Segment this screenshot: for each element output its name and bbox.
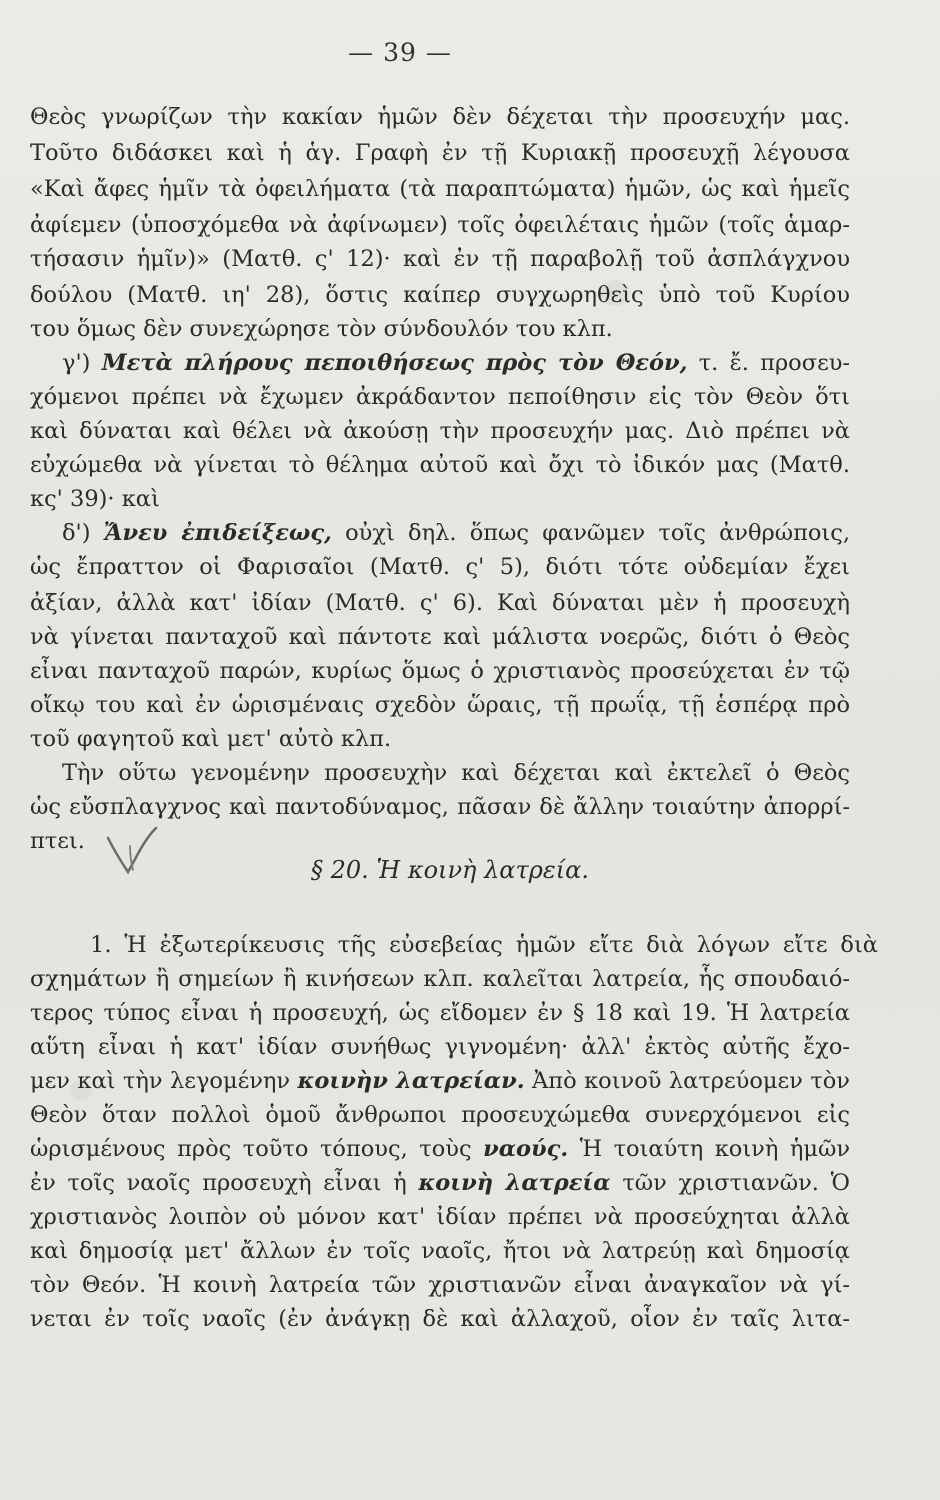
text-line: τερος τύπος εἶναι ἡ προσευχή, ὡς εἴδομεν ἐν § 18 καὶ 19. Ἡ λατρεία — [30, 1000, 850, 1026]
text-line: νεται ἐν τοῖς ναοῖς (ἐν ἀνάγκῃ δὲ καὶ ἀλλαχοῦ, οἷον ἐν ταῖς λιτα- — [30, 1306, 850, 1332]
text-line: Τὴν οὕτω γενομένην προσευχὴν καὶ δέχεται καὶ ἐκτελεῖ ὁ Θεὸς — [62, 760, 850, 786]
text-line: δούλου (Ματθ. ιη' 28), ὅστις καίπερ συγχωρηθεὶς ὑπὸ τοῦ Κυρίου — [30, 282, 850, 308]
text-line: ὡς ἔπραττον οἱ Φαρισαῖοι (Ματθ. ς' 5), διότι τότε οὐδεμίαν ἔχει — [30, 554, 850, 580]
section-heading: § 20. Ἡ κοινὴ λατρεία. — [311, 856, 589, 884]
text-line — [62, 518, 850, 548]
text-line: σχημάτων ἢ σημείων ἢ κινήσεων κλπ. καλεῖται λατρεία, ἧς σπουδαιό- — [30, 966, 850, 992]
text-line: κς' 39)· καὶ — [30, 486, 160, 512]
text-line — [30, 1066, 850, 1096]
text-line: τήσασιν ἡμῖν)» (Ματθ. ς' 12)· καὶ ἐν τῇ παραβολῇ τοῦ ἀσπλάγχνου — [30, 246, 850, 272]
text-line: χριστιανὸς λοιπὸν οὐ μόνον κατ' ἰδίαν πρέπει νὰ προσεύχηται ἀλλὰ — [30, 1204, 850, 1230]
text-line: τὸν Θεόν. Ἡ κοινὴ λατρεία τῶν χριστιανῶν εἶναι ἀναγκαῖον νὰ γί- — [30, 1272, 850, 1298]
text-line: του ὅμως δὲν συνεχώρησε τὸν σύνδουλόν του κλπ. — [30, 316, 613, 342]
text-line: τοῦ φαγητοῦ καὶ μετ' αὐτὸ κλπ. — [30, 726, 392, 752]
text-line: νὰ γίνεται πανταχοῦ καὶ πάντοτε καὶ μάλιστα νοερῶς, διότι ὁ Θεὸς — [30, 624, 850, 650]
text-line: χόμενοι πρέπει νὰ ἔχωμεν ἀκράδαντον πεποίθησιν εἰς τὸν Θεὸν ὅτι — [30, 384, 850, 410]
text-line: εὐχώμεθα νὰ γίνεται τὸ θέλημα αὐτοῦ καὶ ὄχι τὸ ἰδικόν μας (Ματθ. — [30, 452, 850, 478]
text-line: ἀφίεμεν (ὑποσχόμεθα νὰ ἀφίνωμεν) τοῖς ὀφειλέταις ἡμῶν (τοῖς ἁμαρ- — [30, 212, 850, 238]
text-line: καὶ δημοσίᾳ μετ' ἄλλων ἐν τοῖς ναοῖς, ἤτοι νὰ λατρεύῃ καὶ δημοσίᾳ — [30, 1238, 850, 1264]
text-line: Τοῦτο διδάσκει καὶ ἡ ἁγ. Γραφὴ ἐν τῇ Κυριακῇ προσευχῇ λέγουσα — [30, 140, 850, 166]
text-line: ἀξίαν, ἀλλὰ κατ' ἰδίαν (Ματθ. ς' 6). Καὶ δύναται μὲν ἡ προσευχὴ — [30, 590, 850, 616]
text-line: καὶ δύναται καὶ θέλει νὰ ἀκούσῃ τὴν προσευχήν μας. Διὸ πρέπει νὰ — [30, 418, 850, 444]
koine-latreia-line: μεν καὶ τὴν λεγομένην κοινὴν λατρείαν. Ἀπὸ κοινοῦ λατρεύομεν τὸν — [30, 1068, 850, 1094]
text-line: Θεὸς γνωρίζων τὴν κακίαν ἡμῶν δὲν δέχεται τὴν προσευχήν μας. — [30, 104, 850, 130]
page-number: — 39 — — [348, 38, 452, 67]
text-line: οἴκῳ του καὶ ἐν ὡρισμέναις σχεδὸν ὥραις, τῇ πρωΐᾳ, τῇ ἑσπέρᾳ πρὸ — [30, 692, 850, 718]
text-line — [30, 1168, 850, 1198]
item-delta-line: δ') Ἄνευ ἐπιδείξεως, οὐχὶ δηλ. ὅπως φανῶμεν τοῖς ἀνθρώποις, — [62, 520, 850, 546]
text-line: εἶναι πανταχοῦ παρών, κυρίως ὅμως ὁ χριστιανὸς προσεύχεται ἐν τῷ — [30, 658, 850, 684]
koine-latreia-christianon-line: ἐν τοῖς ναοῖς προσευχὴ εἶναι ἡ κοινὴ λατρεία τῶν χριστιανῶν. Ὁ — [30, 1170, 850, 1196]
text-line: «Καὶ ἄφες ἡμῖν τὰ ὀφειλήματα (τὰ παραπτώματα) ἡμῶν, ὡς καὶ ἡμεῖς — [30, 176, 850, 202]
text-line: 1. Ἡ ἐξωτερίκευσις τῆς εὐσεβείας ἡμῶν εἴτε διὰ λόγων εἴτε διὰ — [90, 932, 878, 958]
naous-line: ὡρισμένους πρὸς τοῦτο τόπους, τοὺς ναούς. Ἡ τοιαύτη κοινὴ ἡμῶν — [30, 1136, 851, 1162]
text-line — [62, 348, 850, 378]
item-gamma-line: γ') Μετὰ πλήρους πεποιθήσεως πρὸς τὸν Θεόν, τ. ἔ. προσευ- — [62, 350, 851, 376]
text-line — [30, 1134, 850, 1164]
text-line: αὕτη εἶναι ἡ κατ' ἰδίαν συνήθως γιγνομένη· ἀλλ' ἐκτὸς αὐτῆς ἔχο- — [30, 1034, 850, 1060]
text-line: ὡς εὔσπλαγχνος καὶ παντοδύναμος, πᾶσαν δὲ ἄλλην τοιαύτην ἀπορρί- — [30, 794, 850, 820]
text-line: πτει. — [30, 828, 85, 854]
text-line: Θεὸν ὅταν πολλοὶ ὁμοῦ ἄνθρωποι προσευχώμεθα συνερχόμενοι εἰς — [30, 1102, 850, 1128]
